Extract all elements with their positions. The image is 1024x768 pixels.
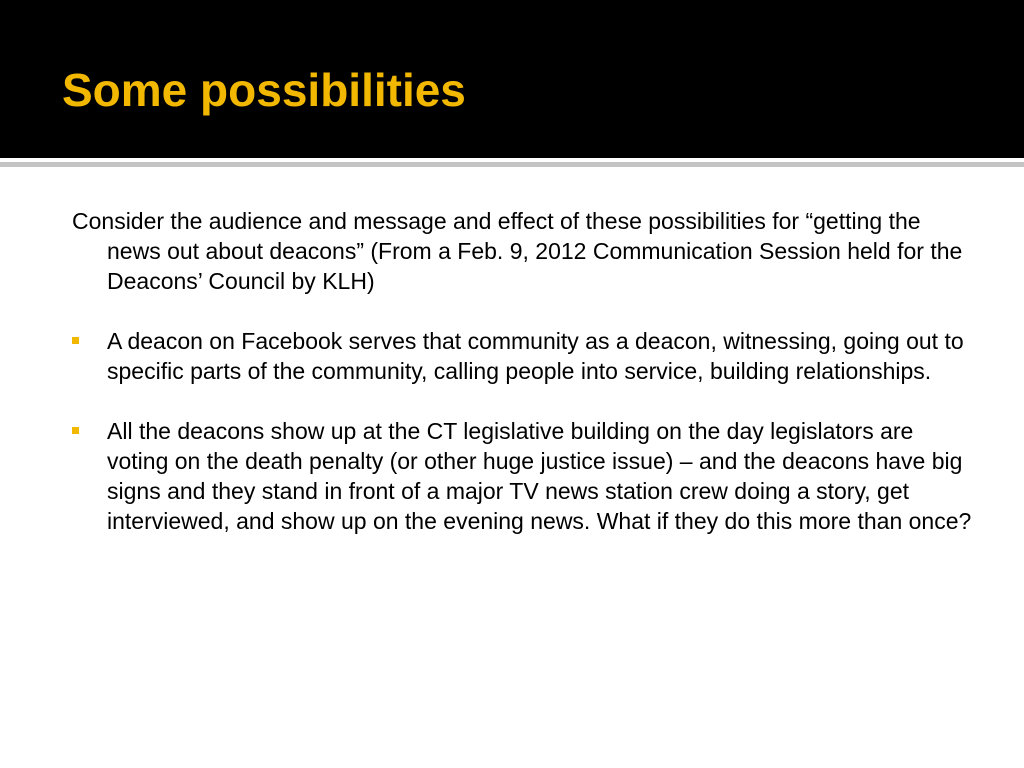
title-bar <box>0 0 1024 158</box>
slide-body <box>72 206 972 566</box>
square-bullet-icon <box>72 337 79 344</box>
bullet-text: A deacon on Facebook serves that community as a deacon, witnessing, going out to specific parts of the community, calling people into service, building relationships. <box>107 328 964 384</box>
slide-title: Some possibilities <box>62 64 466 116</box>
title-divider-white <box>0 158 1024 161</box>
bullet-item <box>72 416 972 536</box>
square-bullet-icon <box>72 427 79 434</box>
title-divider-grey <box>0 162 1024 167</box>
intro-paragraph: Consider the audience and message and effect of these possibilities for “getting the news out about deacons” (From a Feb. 9, 2012 Communication Session held for the Deacons’ Council by KLH) <box>72 208 963 294</box>
bullet-item <box>72 326 972 386</box>
bullet-text: All the deacons show up at the CT legislative building on the day legislators are voting on the death penalty (or other huge justice issue) – and the deacons have big signs and they stand in front of a major TV news station crew doing a story, get interviewed, and show up on the evening news. What if they do this more than once? <box>107 418 972 534</box>
